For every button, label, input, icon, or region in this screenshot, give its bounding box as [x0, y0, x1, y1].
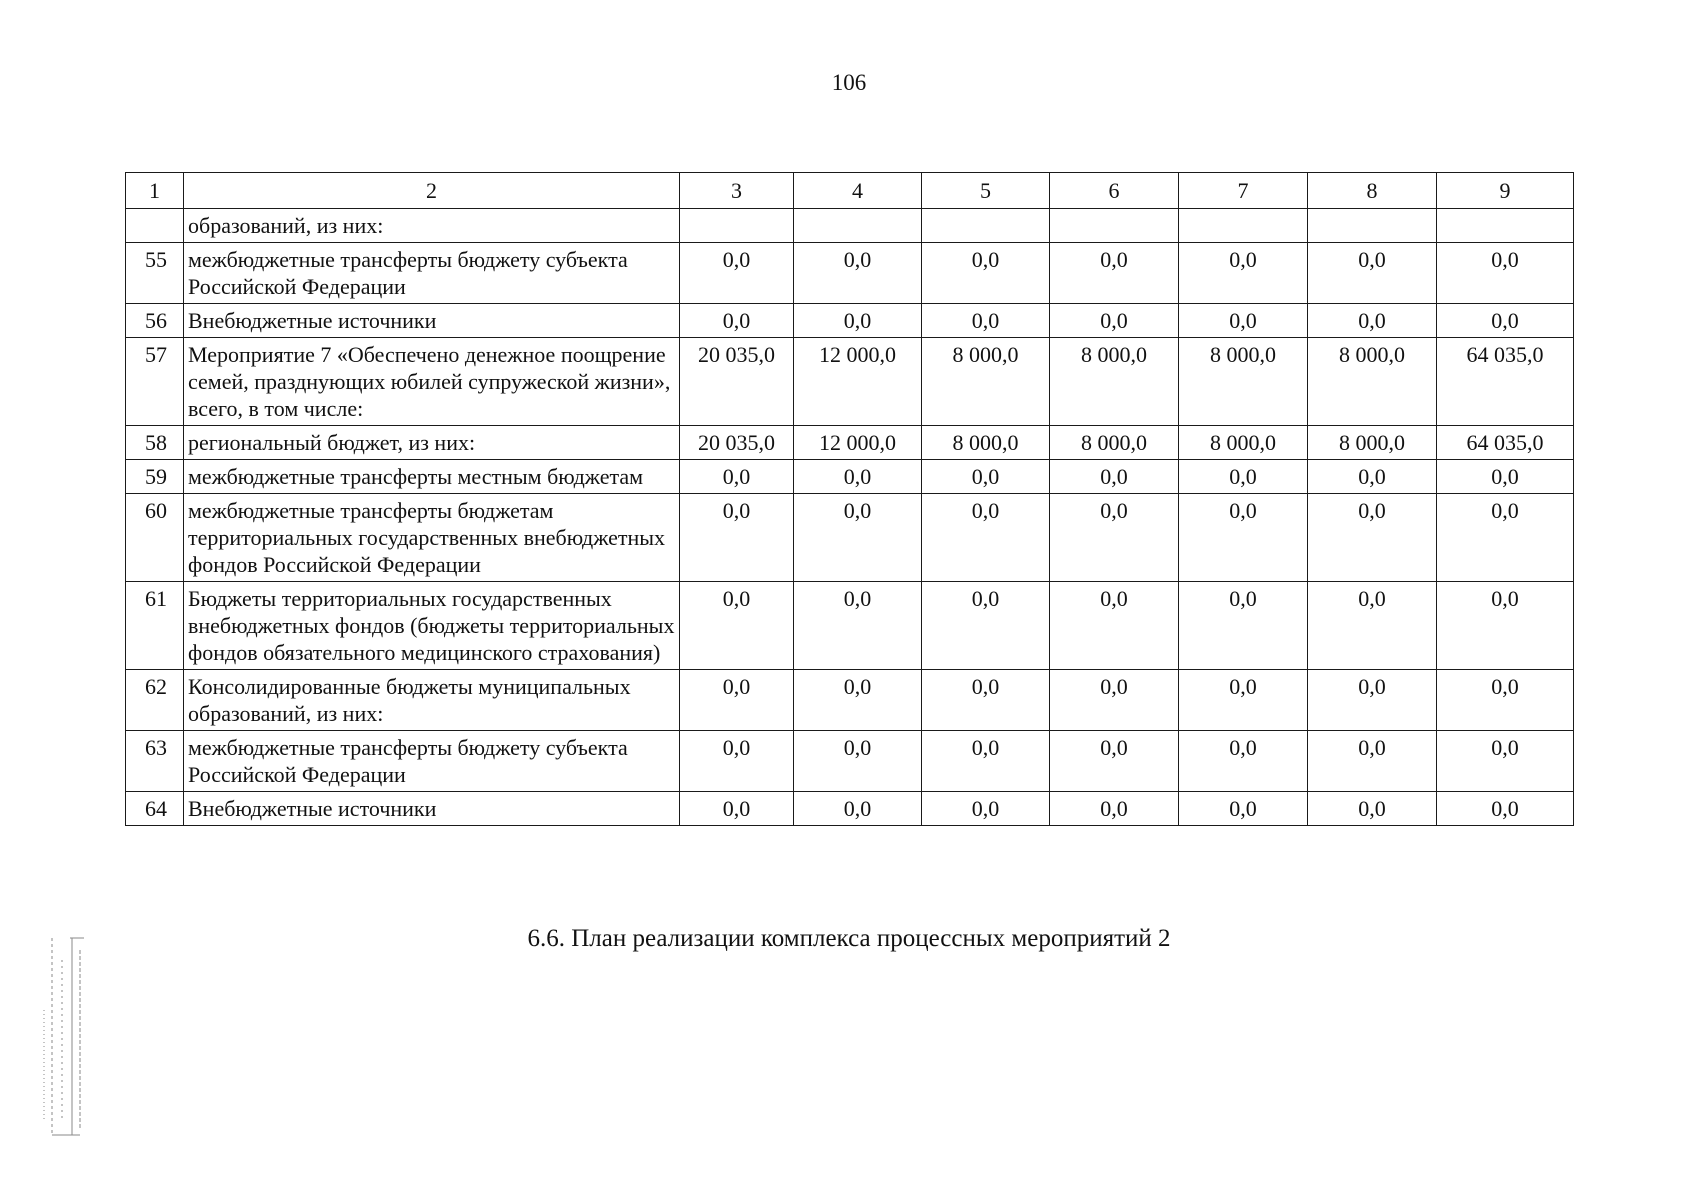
row-value-cell: 0,0: [922, 670, 1050, 731]
row-value-cell: 8 000,0: [1050, 338, 1179, 426]
row-value-cell: 0,0: [1437, 494, 1574, 582]
row-value-cell: 0,0: [1179, 792, 1308, 826]
row-value-cell: 8 000,0: [1050, 426, 1179, 460]
row-number-cell: 55: [126, 243, 184, 304]
row-value-cell: 0,0: [1308, 243, 1437, 304]
row-description-cell: образований, из них:: [184, 209, 680, 243]
row-value-cell: [1308, 209, 1437, 243]
header-cell: 6: [1050, 173, 1179, 209]
row-value-cell: 0,0: [1050, 670, 1179, 731]
table-row: [126, 670, 1574, 731]
table-row: [126, 209, 1574, 243]
row-value-cell: 0,0: [794, 243, 922, 304]
table-header-row: [126, 173, 1574, 209]
row-value-cell: 0,0: [1437, 460, 1574, 494]
row-number-cell: 56: [126, 304, 184, 338]
row-value-cell: 0,0: [1437, 731, 1574, 792]
row-description-cell: региональный бюджет, из них:: [184, 426, 680, 460]
row-value-cell: 20 035,0: [680, 426, 794, 460]
header-cell: 2: [184, 173, 680, 209]
row-number-cell: 63: [126, 731, 184, 792]
row-description-cell: межбюджетные трансферты местным бюджетам: [184, 460, 680, 494]
row-value-cell: 0,0: [680, 792, 794, 826]
row-number-cell: 57: [126, 338, 184, 426]
row-value-cell: 12 000,0: [794, 338, 922, 426]
row-description-cell: Мероприятие 7 «Обеспечено денежное поощрение семей, празднующих юбилей супружеской жизни», всего, в том числе:: [184, 338, 680, 426]
row-value-cell: 0,0: [1437, 582, 1574, 670]
row-description-cell: межбюджетные трансферты бюджету субъекта Российской Федерации: [184, 243, 680, 304]
row-value-cell: 0,0: [1050, 582, 1179, 670]
row-value-cell: 0,0: [794, 731, 922, 792]
row-value-cell: [680, 209, 794, 243]
side-stamp-image: [14, 930, 94, 1145]
row-value-cell: 0,0: [680, 304, 794, 338]
row-value-cell: 0,0: [1308, 304, 1437, 338]
row-description-cell: межбюджетные трансферты бюджетам территориальных государственных внебюджетных фондов Российской Федерации: [184, 494, 680, 582]
row-value-cell: 64 035,0: [1437, 338, 1574, 426]
row-description-cell: Консолидированные бюджеты муниципальных образований, из них:: [184, 670, 680, 731]
row-value-cell: 0,0: [1437, 243, 1574, 304]
row-value-cell: 0,0: [1179, 460, 1308, 494]
row-value-cell: [794, 209, 922, 243]
row-value-cell: 0,0: [1050, 792, 1179, 826]
page-number: 106: [831, 70, 867, 95]
row-value-cell: 0,0: [1179, 582, 1308, 670]
row-value-cell: 0,0: [1050, 731, 1179, 792]
row-value-cell: 8 000,0: [1179, 338, 1308, 426]
row-value-cell: 0,0: [922, 494, 1050, 582]
section-title: 6.6. План реализации комплекса процессных мероприятий 2: [527, 925, 1171, 952]
row-value-cell: 20 035,0: [680, 338, 794, 426]
row-value-cell: 0,0: [1437, 670, 1574, 731]
row-value-cell: 0,0: [1179, 670, 1308, 731]
row-value-cell: 0,0: [1050, 304, 1179, 338]
row-value-cell: 0,0: [1437, 304, 1574, 338]
row-value-cell: [1179, 209, 1308, 243]
table-row: [126, 243, 1574, 304]
row-value-cell: 8 000,0: [1308, 338, 1437, 426]
row-description-cell: Внебюджетные источники: [184, 792, 680, 826]
row-value-cell: 8 000,0: [922, 338, 1050, 426]
row-value-cell: 12 000,0: [794, 426, 922, 460]
row-value-cell: 0,0: [680, 243, 794, 304]
row-number-cell: 62: [126, 670, 184, 731]
row-value-cell: [922, 209, 1050, 243]
table-row: [126, 304, 1574, 338]
row-number-cell: 58: [126, 426, 184, 460]
row-value-cell: [1050, 209, 1179, 243]
table-row: [126, 338, 1574, 426]
header-cell: 1: [126, 173, 184, 209]
row-value-cell: 0,0: [922, 304, 1050, 338]
table-body: [126, 173, 1574, 826]
table-row: [126, 792, 1574, 826]
header-cell: 5: [922, 173, 1050, 209]
row-value-cell: 0,0: [922, 460, 1050, 494]
row-description-cell: межбюджетные трансферты бюджету субъекта Российской Федерации: [184, 731, 680, 792]
row-value-cell: 0,0: [794, 304, 922, 338]
row-value-cell: 0,0: [680, 582, 794, 670]
row-value-cell: 0,0: [1308, 582, 1437, 670]
row-value-cell: 0,0: [794, 582, 922, 670]
row-value-cell: [1437, 209, 1574, 243]
table-row: [126, 582, 1574, 670]
table-row: [126, 460, 1574, 494]
row-value-cell: 0,0: [1308, 460, 1437, 494]
row-value-cell: 0,0: [794, 670, 922, 731]
row-description-cell: Бюджеты территориальных государственных внебюджетных фондов (бюджеты территориальных фондов обязательного медицинского страхования): [184, 582, 680, 670]
row-value-cell: 0,0: [794, 460, 922, 494]
row-value-cell: 0,0: [680, 460, 794, 494]
row-value-cell: 0,0: [922, 731, 1050, 792]
row-value-cell: 0,0: [1308, 494, 1437, 582]
table-row: [126, 426, 1574, 460]
row-value-cell: 8 000,0: [1308, 426, 1437, 460]
row-value-cell: 0,0: [680, 731, 794, 792]
row-number-cell: 59: [126, 460, 184, 494]
row-value-cell: 0,0: [1308, 670, 1437, 731]
row-value-cell: 0,0: [1437, 792, 1574, 826]
row-value-cell: 0,0: [1179, 494, 1308, 582]
row-value-cell: 0,0: [680, 494, 794, 582]
row-value-cell: 8 000,0: [922, 426, 1050, 460]
row-value-cell: 0,0: [1050, 494, 1179, 582]
row-value-cell: 64 035,0: [1437, 426, 1574, 460]
header-cell: 7: [1179, 173, 1308, 209]
row-value-cell: 0,0: [794, 792, 922, 826]
row-value-cell: 8 000,0: [1179, 426, 1308, 460]
row-number-cell: 60: [126, 494, 184, 582]
row-value-cell: 0,0: [922, 243, 1050, 304]
row-value-cell: 0,0: [922, 582, 1050, 670]
table-row: [126, 494, 1574, 582]
row-value-cell: 0,0: [680, 670, 794, 731]
header-cell: 4: [794, 173, 922, 209]
header-cell: 3: [680, 173, 794, 209]
row-number-cell: 61: [126, 582, 184, 670]
row-value-cell: 0,0: [794, 494, 922, 582]
row-value-cell: 0,0: [922, 792, 1050, 826]
header-cell: 9: [1437, 173, 1574, 209]
row-value-cell: 0,0: [1179, 731, 1308, 792]
row-value-cell: 0,0: [1050, 460, 1179, 494]
row-value-cell: 0,0: [1179, 243, 1308, 304]
budget-table: [125, 172, 1574, 826]
header-cell: 8: [1308, 173, 1437, 209]
row-value-cell: 0,0: [1050, 243, 1179, 304]
row-value-cell: 0,0: [1308, 731, 1437, 792]
row-value-cell: 0,0: [1308, 792, 1437, 826]
table-row: [126, 731, 1574, 792]
row-description-cell: Внебюджетные источники: [184, 304, 680, 338]
row-number-cell: 64: [126, 792, 184, 826]
row-number-cell: [126, 209, 184, 243]
row-value-cell: 0,0: [1179, 304, 1308, 338]
